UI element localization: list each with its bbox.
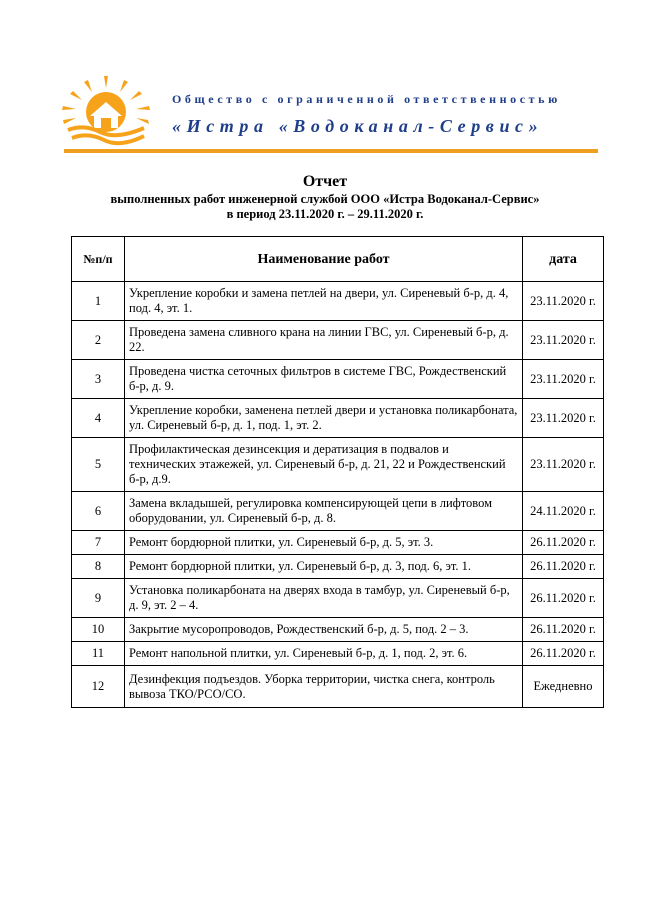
table-row [72,555,604,579]
row-work: Укрепление коробки, заменена петлей двери и установка поликарбоната, ул. Сиреневый б-р, д. 1, под. 1, эт. 2. [125,399,523,438]
row-date: 26.11.2020 г. [523,642,604,666]
row-num: 8 [72,555,125,579]
report-subtitle: выполненных работ инженерной службой ООО «Истра Водоканал-Сервис» [110,192,540,206]
header-divider [64,149,598,153]
row-work: Профилактическая дезинсекция и дератизация в подвалов и технических этажежей, ул. Сиреневый б-р, д. 21, 22 и Рождественский б-р, д.9. [125,438,523,492]
row-work: Проведена замена сливного крана на линии ГВС, ул. Сиреневый б-р, д. 22. [125,321,523,360]
row-num: 1 [72,282,125,321]
row-date: 23.11.2020 г. [523,360,604,399]
row-date: Ежедневно [523,666,604,708]
table-row [72,642,604,666]
row-date: 24.11.2020 г. [523,492,604,531]
row-date: 26.11.2020 г. [523,579,604,618]
row-work: Ремонт напольной плитки, ул. Сиреневый б-р, д. 1, под. 2, эт. 6. [125,642,523,666]
row-num: 5 [72,438,125,492]
table-row [72,618,604,642]
row-work: Укрепление коробки и замена петлей на двери, ул. Сиреневый б-р, д. 4, под. 4, эт. 1. [125,282,523,321]
row-date: 23.11.2020 г. [523,399,604,438]
company-legal-form: Общество с ограниченной ответственностью [172,92,561,106]
row-date: 23.11.2020 г. [523,282,604,321]
works-table [71,236,604,708]
row-work: Установка поликарбоната на дверях входа в тамбур, ул. Сиреневый б-р, д. 9, эт. 2 – 4. [125,579,523,618]
letterhead [0,0,650,160]
table-row [72,492,604,531]
row-date: 26.11.2020 г. [523,531,604,555]
row-work: Ремонт бордюрной плитки, ул. Сиреневый б-р, д. 5, эт. 3. [125,531,523,555]
table-header-row [72,237,604,282]
row-num: 4 [72,399,125,438]
table-row [72,579,604,618]
row-work: Проведена чистка сеточных фильтров в системе ГВС, Рождественский б-р, д. 9. [125,360,523,399]
row-num: 12 [72,666,125,708]
report-title: Отчет [302,173,348,190]
report-period: в период 23.11.2020 г. – 29.11.2020 г. [226,207,424,221]
row-work: Закрытие мусоропроводов, Рождественский б-р, д. 5, под. 2 – 3. [125,618,523,642]
row-date: 23.11.2020 г. [523,438,604,492]
row-num: 6 [72,492,125,531]
row-num: 9 [72,579,125,618]
table-row [72,531,604,555]
company-name: «Истра «Водоканал-Сервис» [172,116,544,136]
row-num: 10 [72,618,125,642]
table-row [72,438,604,492]
row-date: 23.11.2020 г. [523,321,604,360]
report-title-block [0,172,650,222]
row-date: 26.11.2020 г. [523,555,604,579]
row-work: Замена вкладышей, регулировка компенсирующей цепи в лифтовом оборудовании, ул. Сиреневый б-р, д. 8. [125,492,523,531]
row-num: 3 [72,360,125,399]
row-num: 2 [72,321,125,360]
header-date: дата [523,237,604,282]
row-date: 26.11.2020 г. [523,618,604,642]
table-row [72,666,604,708]
table-row [72,282,604,321]
header-name: Наименование работ [125,237,523,282]
table-row [72,360,604,399]
row-work: Дезинфекция подъездов. Уборка территории, чистка снега, контроль вывоза ТКО/РСО/СО. [125,666,523,708]
header-num: №п/п [72,237,125,282]
table-row [72,321,604,360]
row-work: Ремонт бордюрной плитки, ул. Сиреневый б-р, д. 3, под. 6, эт. 1. [125,555,523,579]
row-num: 7 [72,531,125,555]
sun-house-logo-icon [60,72,152,150]
table-row [72,399,604,438]
row-num: 11 [72,642,125,666]
